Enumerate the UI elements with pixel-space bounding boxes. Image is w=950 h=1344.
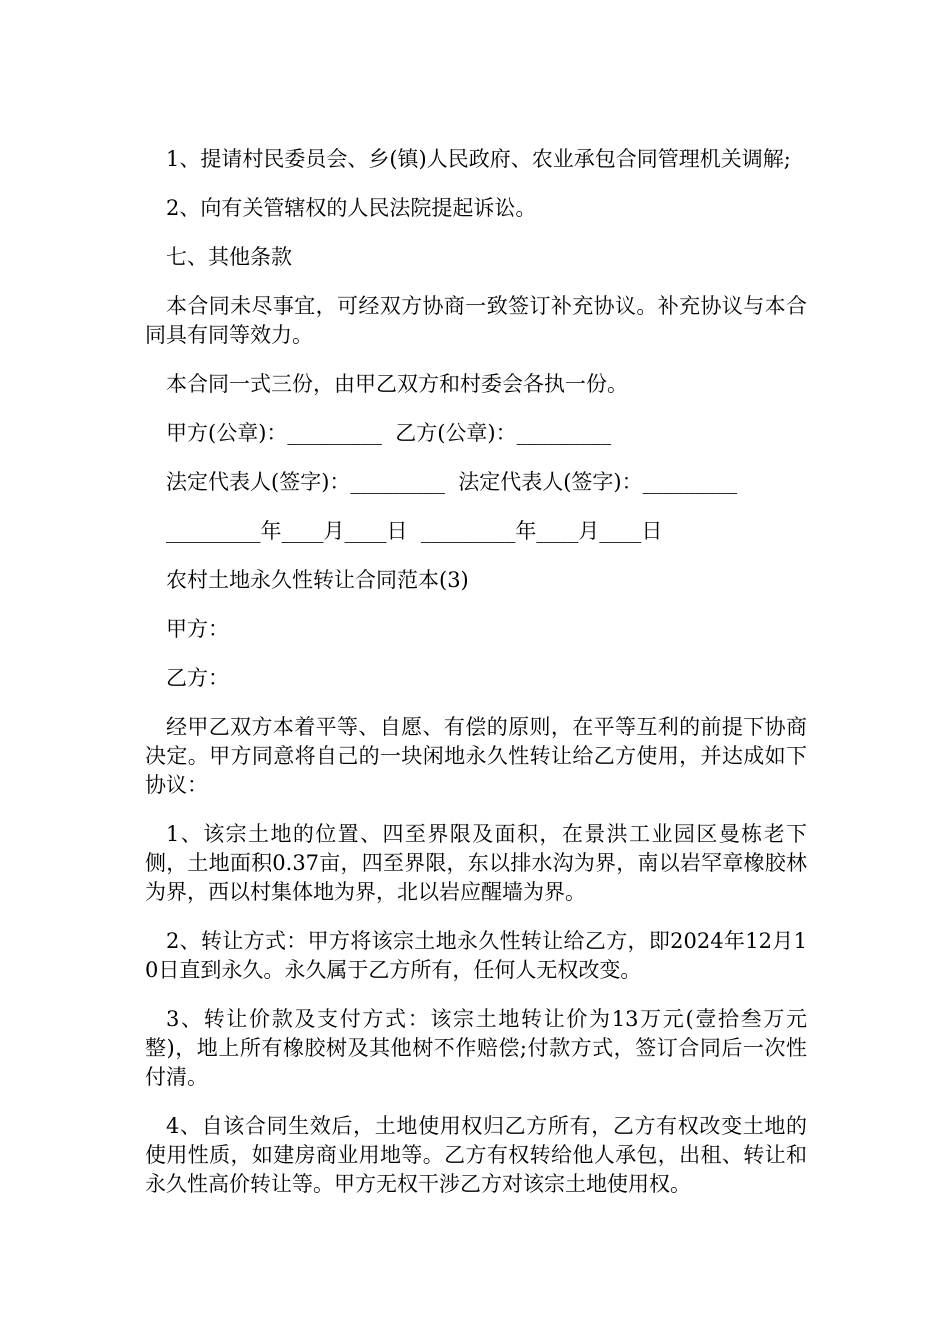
clause-mediation: 1、提请村民委员会、乡(镇)人民政府、农业承包合同管理机关调解; bbox=[166, 147, 791, 171]
clause-copies: 本合同一式三份，由甲乙双方和村委会各执一份。 bbox=[166, 372, 628, 396]
section-heading-other-terms: 七、其他条款 bbox=[166, 245, 292, 269]
document-page bbox=[145, 145, 807, 1219]
party-b-line: 乙方： bbox=[166, 666, 229, 690]
signature-date-line: _________年____月____日 _________年____月____日 bbox=[166, 519, 663, 543]
clause-land-location: 1、该宗土地的位置、四至界限及面积，在景洪工业园区曼栋老下侧，土地面积0.37亩，四至界限，东以排水沟为界，南以岩罕章橡胶林为界，西以村集体地为界，北以岩应醒墙为界。 bbox=[145, 822, 807, 904]
clause-supplementary-agreement: 本合同未尽事宜，可经双方协商一致签订补充协议。补充协议与本合同具有同等效力。 bbox=[145, 294, 807, 347]
contract-title: 农村土地永久性转让合同范本(3) bbox=[166, 568, 469, 592]
signature-representative-line: 法定代表人(签字)：_________ 法定代表人(签字)：_________ bbox=[166, 470, 738, 494]
clause-land-use-rights: 4、自该合同生效后，土地使用权归乙方所有，乙方有权改变土地的使用性质，如建房商业用地等。乙方有权转给他人承包，出租、转让和永久性高价转让等。甲方无权干涉乙方对该宗土地使用权。 bbox=[145, 1114, 807, 1196]
clause-price-payment: 3、转让价款及支付方式：该宗土地转让价为13万元(壹拾叁万元整)，地上所有橡胶树及其他树不作赔偿;付款方式，签订合同后一次性付清。 bbox=[145, 1007, 807, 1089]
party-a-line: 甲方： bbox=[166, 617, 229, 641]
preamble-paragraph: 经甲乙双方本着平等、自愿、有偿的原则，在平等互利的前提下协商决定。甲方同意将自己的一块闲地永久性转让给乙方使用，并达成如下协议： bbox=[145, 715, 807, 797]
clause-transfer-method: 2、转让方式：甲方将该宗土地永久性转让给乙方，即2024年12月10日直到永久。永久属于乙方所有，任何人无权改变。 bbox=[145, 929, 807, 982]
signature-seal-line: 甲方(公章)：_________ 乙方(公章)：_________ bbox=[166, 421, 612, 445]
clause-litigation: 2、向有关管辖权的人民法院提起诉讼。 bbox=[166, 196, 537, 220]
